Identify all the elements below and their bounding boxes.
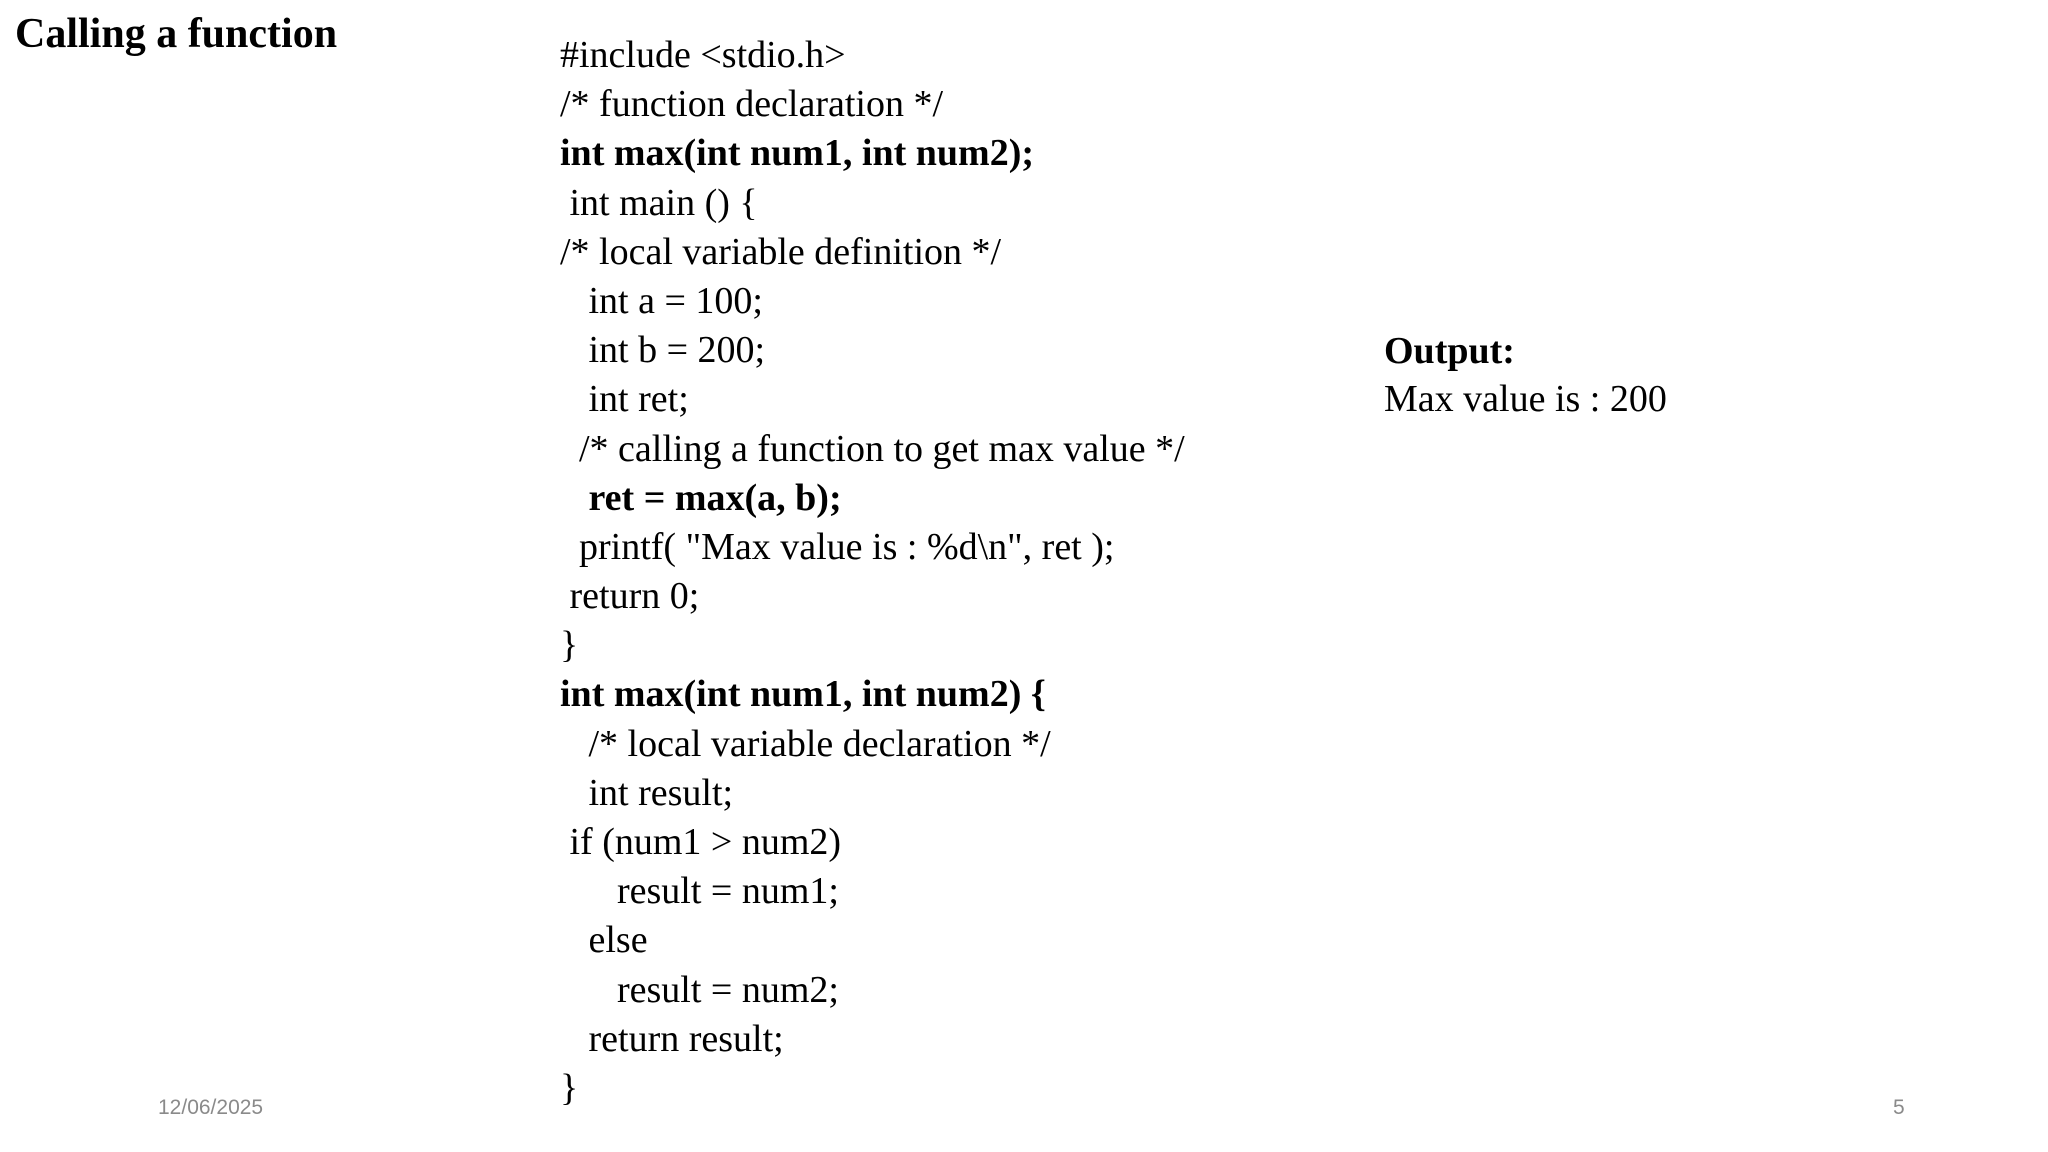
code-line: int a = 100; bbox=[560, 279, 763, 322]
page-number: 5 bbox=[1893, 1096, 1905, 1119]
code-line: result = num2; bbox=[560, 968, 839, 1011]
code-line: result = num1; bbox=[560, 870, 839, 913]
code-line: /* local variable definition */ bbox=[560, 230, 1002, 273]
code-line: } bbox=[560, 1066, 579, 1109]
code-line: int ret; bbox=[560, 378, 689, 421]
code-line: int max(int num1, int num2) { bbox=[560, 673, 1046, 716]
code-line: #include <stdio.h> bbox=[560, 34, 846, 76]
code-line: return 0; bbox=[560, 575, 700, 618]
output-value: Max value is : 200 bbox=[1384, 378, 1667, 420]
code-line: int main () { bbox=[560, 181, 758, 224]
code-line: int max(int num1, int num2); bbox=[560, 132, 1034, 175]
slide-title: Calling a function bbox=[15, 11, 338, 57]
output-label: Output: bbox=[1384, 330, 1515, 372]
code-line: } bbox=[560, 624, 579, 667]
code-line: /* calling a function to get max value */ bbox=[560, 427, 1185, 470]
output-block bbox=[1384, 327, 1667, 423]
code-block bbox=[560, 31, 1185, 1113]
code-line: int b = 200; bbox=[560, 329, 766, 372]
code-line: /* function declaration */ bbox=[560, 83, 944, 126]
code-line: int result; bbox=[560, 771, 734, 814]
code-line: /* local variable declaration */ bbox=[560, 722, 1051, 765]
code-line: if (num1 > num2) bbox=[560, 821, 842, 863]
code-line: ret = max(a, b); bbox=[560, 476, 842, 519]
code-line: return result; bbox=[560, 1017, 784, 1060]
code-line: else bbox=[560, 919, 648, 962]
footer-date: 12/06/2025 bbox=[158, 1096, 264, 1119]
code-line: printf( "Max value is : %d\n", ret ); bbox=[560, 525, 1115, 568]
